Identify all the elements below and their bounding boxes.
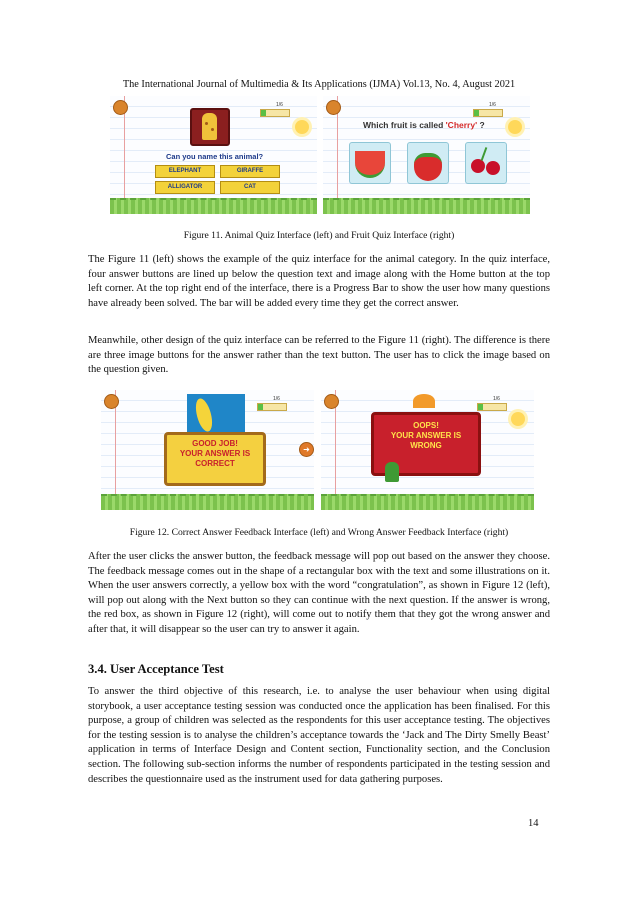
sun-icon [511,412,525,426]
progress-text: 1/6 [493,396,500,402]
question-text: Can you name this animal? [166,152,264,161]
message-line-3: WRONG [410,441,442,450]
sun-icon [508,120,522,134]
running-header: The International Journal of Multimedia & Its Applications (IJMA) Vol.13, No. 4, August 2021 [122,79,516,90]
answer-button-giraffe[interactable]: GIRAFFE [220,165,280,178]
correct-feedback-screen [101,390,314,510]
question-prefix: Which fruit is called [363,120,446,130]
next-button[interactable] [299,442,314,457]
home-button[interactable] [104,394,119,409]
progress-fill [474,110,479,116]
progress-fill [261,110,266,116]
question-highlight: 'Cherry' [445,120,478,130]
home-button[interactable] [324,394,339,409]
paragraph-3: After the user clicks the answer button, the feedback message will pop out based on the answer they choose. The feedback message comes out in the shape of a rectangular box with the text and some illustrations on it. When the user answers correctly, a yellow box with the word “congratulation”, as shown in Figure 12 (left), will pop out along with the Next button so they can continue with the next question. If the answer is wrong, the red box, as shown in Figure 12 (right), will come out to notify them that they got the wrong answer and after that, it will disappear so the user can try to answer it again. [88,551,550,635]
message-line-2: YOUR ANSWER IS [179,449,251,458]
paragraph-4: To answer the third objective of this research, i.e. to analyse the user behaviour when using digital storybook, a user acceptance testing session was conducted once the application has been finalised. For this purpose, a group of children was selected as the respondents for this user acceptance testing. The objectives for the testing session is to analyse the children’s acceptance towards the ‘Jack and The Dirty Smelly Beast’ application in terms of Interface Design and Content section, Functionality section, and the Conclusion section. The following sub-section informs the number of respondents participated in the testing session and describes the questionnaire used as the instrument used for data gathering purposes. [88,686,550,785]
grass-decoration [323,198,530,214]
message-line-1: OOPS! [413,421,439,430]
figure-11-caption: Figure 11. Animal Quiz Interface (left) and Fruit Quiz Interface (right) [183,230,455,241]
question-suffix: ? [477,120,485,130]
progress-text: 1/6 [276,102,283,108]
progress-fill [258,404,263,410]
progress-fill [478,404,483,410]
message-line-3: CORRECT [195,459,235,468]
answer-button-cat[interactable]: CAT [220,181,280,194]
sun-icon [295,120,309,134]
grass-decoration [321,494,534,510]
animal-quiz-screen [110,96,317,214]
paragraph-1: The Figure 11 (left) shows the example of the quiz interface for the animal category. In the quiz interface, four answer buttons are lined up below the question text and image along with the Home button at the top left corner. At the top right end of the interface, there is a Progress Bar to show the user how many questions have already been solved. The bar will be added every time they get the correct answer. [88,254,550,309]
progress-bar [257,403,287,411]
section-heading: 3.4. User Acceptance Test [88,662,224,676]
watermelon-icon [355,151,385,178]
strawberry-icon [414,153,442,181]
progress-bar [260,109,290,117]
wrong-feedback-screen [321,390,534,510]
figure-12-caption: Figure 12. Correct Answer Feedback Interface (left) and Wrong Answer Feedback Interface (right) [129,527,509,538]
fruit-quiz-screen [323,96,530,214]
fruit-button-cherry[interactable] [465,142,507,184]
progress-text: 1/6 [489,102,496,108]
orange-icon [413,394,435,408]
fruit-button-watermelon[interactable] [349,142,391,184]
paragraph-2: Meanwhile, other design of the quiz interface can be referred to the Figure 11 (right). The difference is there are three image buttons for the answer rather than the text button. The user has to click the image based on the question given. [88,335,550,376]
message-line-1: GOOD JOB! [192,439,238,448]
progress-bar [477,403,507,411]
message-line-2: YOUR ANSWER IS [390,431,462,440]
cherry-icon [471,159,485,173]
figure-11 [110,96,530,214]
giraffe-icon [202,113,217,140]
home-button[interactable] [113,100,128,115]
answer-button-elephant[interactable]: ELEPHANT [155,165,215,178]
answer-button-alligator[interactable]: ALLIGATOR [155,181,215,194]
giraffe-image [190,108,230,146]
question-text [363,120,485,130]
progress-text: 1/6 [273,396,280,402]
progress-bar [473,109,503,117]
correct-message-box [164,432,266,486]
character-illustration [385,462,399,482]
figure-12 [101,390,534,510]
fruit-button-strawberry[interactable] [407,142,449,184]
grass-decoration [110,198,317,214]
home-button[interactable] [326,100,341,115]
page-number: 14 [528,818,539,829]
arrow-right-icon: ➜ [303,445,310,454]
grass-decoration [101,494,314,510]
